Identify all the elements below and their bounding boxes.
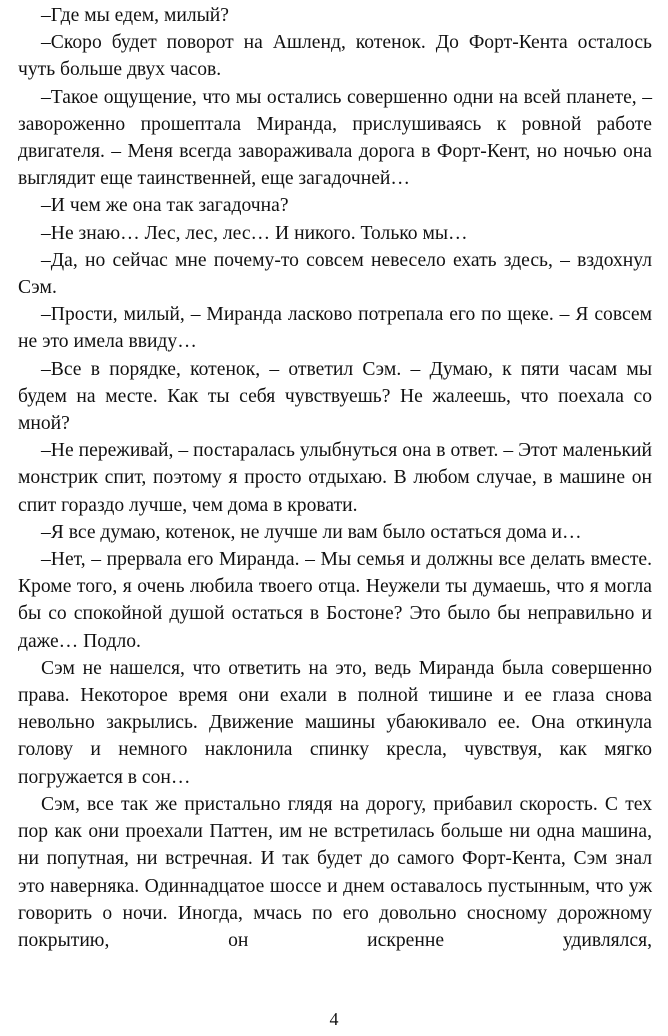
paragraph-4: –И чем же она так загадочна? <box>41 195 289 217</box>
page-number: 4 <box>329 1009 339 1029</box>
paragraph-3: –Такое ощущение, что мы остались совершенно одни на всей планете, – завороженно прошептала Миранда, прислушиваясь к ровной работе двигателя. – Меня всегда завораживала дорога в Форт-Кент, но ночью она выглядит еще таинственней, еще загадочней… <box>18 86 652 190</box>
paragraph-6: –Да, но сейчас мне почему-то совсем невесело ехать здесь, – вздохнул Сэм. <box>18 249 652 299</box>
body-text <box>18 2 652 954</box>
paragraph-12: Сэм не нашелся, что ответить на это, ведь Миранда была совершенно права. Некоторое время они ехали в полной тишине и ее глаза снова невольно закрылись. Движение машины убаюкивало ее. Она откинула голову и немного наклонила спинку кресла, чувствуя, как мягко погружается в сон… <box>18 657 652 788</box>
paragraph-8: –Все в порядке, котенок, – ответил Сэм. – Думаю, к пяти часам мы будем на месте. Как ты себя чувствуешь? Не жалеешь, что поехала со мной? <box>18 358 652 435</box>
paragraph-7: –Прости, милый, – Миранда ласково потрепала его по щеке. – Я совсем не это имела ввиду… <box>18 304 652 353</box>
paragraph-9: –Не переживай, – постаралась улыбнуться она в ответ. – Этот маленький монстрик спит, поэтому я просто отдыхаю. В любом случае, в машине он спит гораздо лучше, чем дома в кровати. <box>18 440 652 516</box>
paragraph-2: –Скоро будет поворот на Ашленд, котенок. До Форт-Кента осталось чуть больше двух часов. <box>18 32 652 81</box>
paragraph-13: Сэм, все так же пристально глядя на дорогу, прибавил скорость. С тех пор как они проехали Паттен, им не встретилась больше ни одна машина, ни попутная, ни встречная. И так будет до самого Форт-Кента, Сэм знал это наверняка. Одиннадцатое шоссе и днем оставалось пустынным, что уж говорить о ночи. Иногда, мчась по его довольно сносному дорожному покрытию, он искренне удивлялся, <box>18 793 652 951</box>
paragraph-10: –Я все думаю, котенок, не лучше ли вам было остаться дома и… <box>41 521 582 543</box>
paragraph-5: –Не знаю… Лес, лес, лес… И никого. Только мы… <box>41 222 468 244</box>
paragraph-1: –Где мы едем, милый? <box>41 5 229 26</box>
paragraph-11: –Нет, – прервала его Миранда. – Мы семья и должны все делать вместе. Кроме того, я очень любила твоего отца. Неужели ты думаешь, что я могла бы со спокойной душой остаться в Бостоне? Это было бы неправильно и даже… Подло. <box>18 549 652 652</box>
